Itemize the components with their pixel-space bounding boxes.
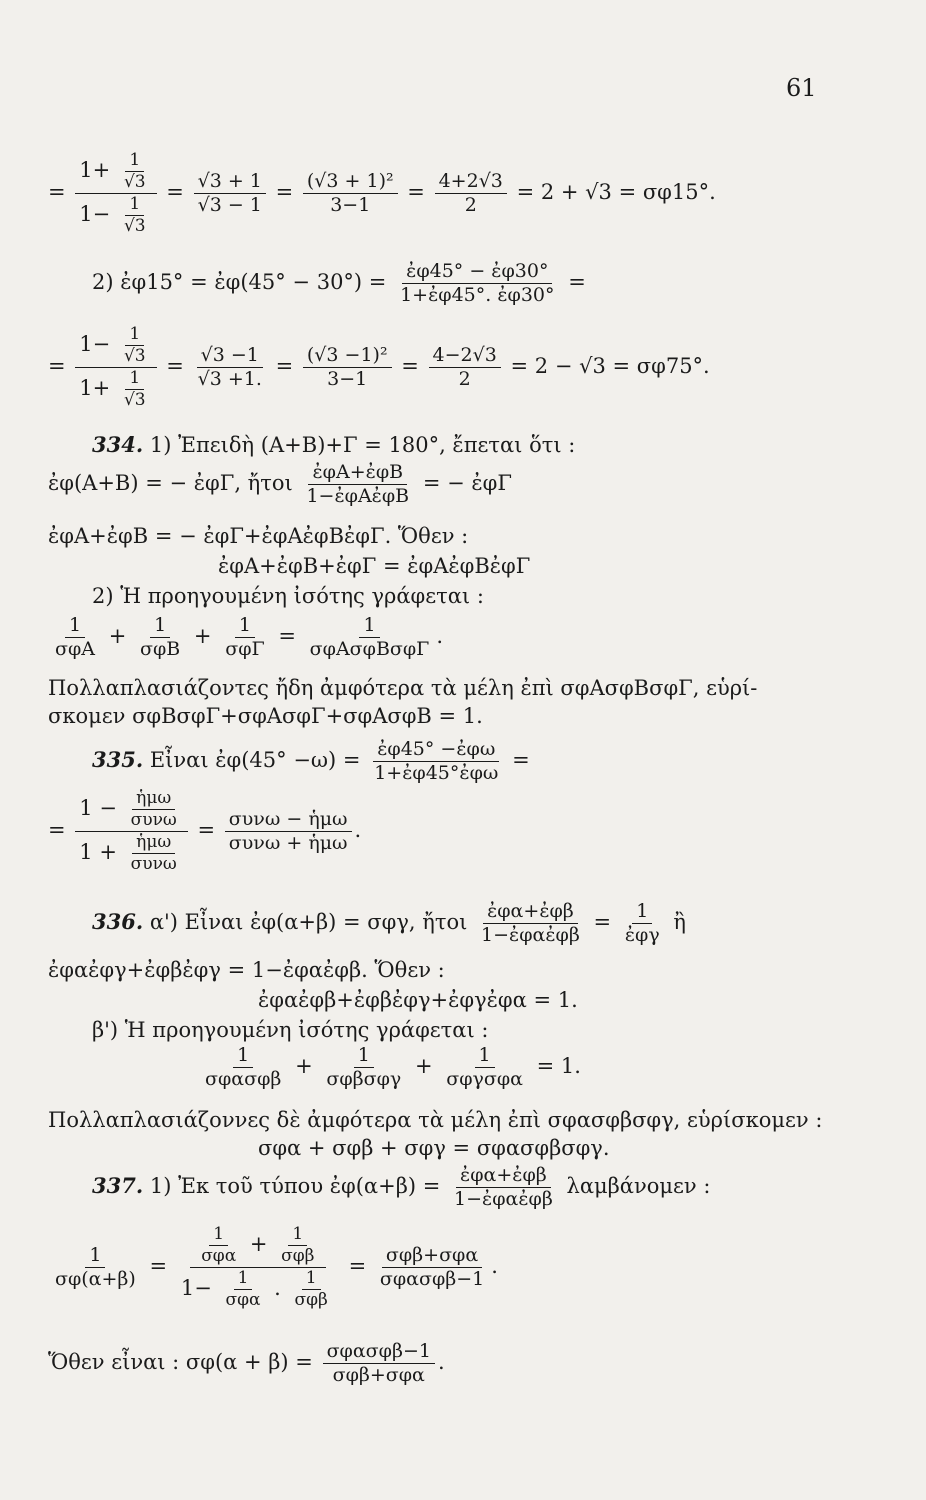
s334-line-6: Πολλαπλασιάζοντες ἤδη ἀμφότερα τὰ μέλη ἐπὶ σφΑσφΒσφΓ, εὑρί-	[48, 676, 758, 700]
fraction: $\frac{\text{ἐφ45° − ἐφ30°}}{\text{1+ἐφ45°. ἐφ30°}}$	[400, 260, 555, 306]
section-336-heading: 336. α') Εἶναι ἐφ(α+β) = σφγ, ἤτοι $\frac{\text{ἐφα+ἐφβ}}{\text{1−ἐφαἐφβ}}$ = $\frac{1}{\text{ἐφγ}}$ ἢ	[92, 900, 686, 946]
fraction: $\frac{\text{ἐφΑ+ἐφΒ}}{\text{1−ἐφΑἐφΒ}}$	[306, 461, 410, 507]
fraction: $\frac{\text{συνω − ἡμω}}{\text{συνω + ἡμω}}$	[225, 810, 352, 853]
fraction: $\frac{√3 + 1}{√3 - 1}$	[194, 172, 266, 215]
section-337-heading: 337. 1) Ἐκ τοῦ τύπου ἐφ(α+β) = $\frac{\text{ἐφα+ἐφβ}}{\text{1−ἐφαἐφβ}}$ λαμβάνομεν :	[92, 1164, 711, 1210]
s337-equation: $\frac{1}{\sigma\varphi(\alpha+\beta)}$ = $\frac{1}{\text{σφα}}$ + $\frac{1}{\text{σφβ}}$ 1− $\frac{1}{\text{σφα}}$ . $\frac{1}{\text{σφβ}}$ = $\frac{\text{σφβ+σφα}}{\text{σφασφβ−1}}$ .	[48, 1226, 498, 1309]
fraction: $\frac{\text{ἐφα+ἐφβ}}{\text{1−ἐφαἐφβ}}$	[481, 900, 580, 946]
page-number: 61	[786, 74, 817, 102]
s336-line-6: Πολλαπλασιάζοννες δὲ ἀμφότερα τὰ μέλη ἐπὶ σφασφβσφγ, εὑρίσκομεν :	[48, 1108, 823, 1132]
s336-line-2: ἐφαἐφγ+ἐφβἐφγ = 1−ἐφαἐφβ. Ὅθεν :	[48, 958, 445, 982]
s336-equation: $\frac{1}{\text{σφασφβ}}$ + $\frac{1}{\text{σφβσφγ}}$ + $\frac{1}{\text{σφγσφα}}$ = 1.	[198, 1046, 581, 1089]
fraction: $\frac{1}{\text{σφΓ}}$	[225, 614, 265, 660]
fraction: $\frac{4+2√3}{2}$	[435, 172, 507, 215]
fraction-compound-2: 1− $\frac{1}{√3}$ 1+ $\frac{1}{√3}$	[75, 326, 156, 409]
fraction: $\frac{1}{\text{ἐφγ}}$	[624, 900, 660, 946]
fraction: $\frac{4-2√3}{2}$	[429, 346, 501, 389]
s336-line-3: ἐφαἐφβ+ἐφβἐφγ+ἐφγἐφα = 1.	[258, 988, 578, 1012]
fraction-compound-3: 1 − $\frac{\text{ἡμω}}{\text{συνω}}$ 1 + $\frac{\text{ἡμω}}{\text{συνω}}$	[75, 790, 187, 873]
section-334-heading: 334. 1) Ἐπειδὴ (Α+Β)+Γ = 180°, ἔπεται ὅτι :	[92, 432, 576, 457]
section-335-heading: 335. Εἶναι ἐφ(45° −ω) = $\frac{\text{ἐφ45° −ἐφω}}{\text{1+ἐφ45°ἐφω}}$ =	[92, 738, 530, 784]
s334-line-7: σκομεν σφΒσφΓ+σφΑσφΓ+σφΑσφΒ = 1.	[48, 704, 483, 728]
fraction-compound-1: 1+ $\frac{1}{√3}$ 1− $\frac{1}{√3}$	[75, 152, 156, 235]
fraction: $\frac{\text{(√3 −1)²}}{3-1}$	[303, 346, 392, 389]
s336-line-7: σφα + σφβ + σφγ = σφασφβσφγ.	[258, 1136, 610, 1160]
fraction: $\frac{\text{σφασφβ−1}}{\text{σφβ+σφα}}$	[323, 1342, 435, 1385]
fraction-compound-4: $\frac{1}{\text{σφα}}$ + $\frac{1}{\text{σφβ}}$ 1− $\frac{1}{\text{σφα}}$ . $\frac{1}{\text{σφβ}}$	[180, 1224, 328, 1310]
s334-line-5: 2) Ἡ προηγουμένη ἰσότης γράφεται :	[92, 584, 484, 608]
s335-equation: = 1 − $\frac{\text{ἡμω}}{\text{συνω}}$ 1 + $\frac{\text{ἡμω}}{\text{συνω}}$ = $\frac{\text{συνω − ἡμω}}{\text{συνω + ἡμω}}$ .	[48, 788, 362, 874]
equation-row-2: 2) ἐφ15° = ἐφ(45° − 30°) = $\frac{\text{ἐφ45° − ἐφ30°}}{\text{1+ἐφ45°. ἐφ30°}}$ =	[92, 260, 586, 306]
fraction: $\frac{1}{\text{σφγσφα}}$	[446, 1044, 523, 1090]
s334-line-4: ἐφΑ+ἐφΒ+ἐφΓ = ἐφΑἐφΒἐφΓ	[218, 554, 531, 578]
s337-final: Ὅθεν εἶναι : σφ(α + β) = $\frac{\text{σφασφβ−1}}{\text{σφβ+σφα}}$ .	[48, 1340, 445, 1386]
fraction: $\frac{1}{\text{σφΒ}}$	[139, 614, 181, 660]
equation-row-1: = 1+ $\frac{1}{√3}$ 1− $\frac{1}{√3}$ = $\frac{√3 + 1}{√3 - 1}$ = $\frac{\text{(√3 + 1)²}}{3-1}$ = $\frac{4+2√3}{2}$ = 2 + √3 = σφ15°.	[48, 150, 716, 236]
s336-line-4: β') Ἡ προηγουμένη ἰσότης γράφεται :	[92, 1018, 489, 1042]
fraction: $\frac{\text{ἐφ45° −ἐφω}}{\text{1+ἐφ45°ἐφω}}$	[374, 738, 499, 784]
fraction: $\frac{\text{ἐφα+ἐφβ}}{\text{1−ἐφαἐφβ}}$	[454, 1164, 553, 1210]
fraction: $\frac{√3 -1}{√3 +1.}$	[197, 344, 262, 390]
fraction: $\frac{1}{\sigma\varphi(\alpha+\beta)}$	[55, 1244, 136, 1290]
fraction: $\frac{\text{(√3 + 1)²}}{3-1}$	[303, 172, 398, 215]
s334-line-3: ἐφΑ+ἐφΒ = − ἐφΓ+ἐφΑἐφΒἐφΓ. Ὅθεν :	[48, 524, 469, 548]
fraction: $\frac{1}{\text{σφασφβ}}$	[205, 1044, 282, 1090]
equation-row-3: = 1− $\frac{1}{√3}$ 1+ $\frac{1}{√3}$ = $\frac{√3 -1}{√3 +1.}$ = $\frac{\text{(√3 −1)²}}{3-1}$ = $\frac{4-2√3}{2}$ = 2 − √3 = σφ75°.	[48, 324, 710, 410]
s334-equation-1: ἐφ(Α+Β) = − ἐφΓ, ἤτοι $\frac{\text{ἐφΑ+ἐφΒ}}{\text{1−ἐφΑἐφΒ}}$ = − ἐφΓ	[48, 461, 512, 507]
fraction: $\frac{1}{\text{σφβσφγ}}$	[326, 1044, 402, 1090]
s334-equation-2: $\frac{1}{\text{σφΑ}}$ + $\frac{1}{\text{σφΒ}}$ + $\frac{1}{\text{σφΓ}}$ = $\frac{1}{\text{σφΑσφΒσφΓ}}$ .	[48, 616, 443, 659]
fraction: $\frac{1}{\text{σφΑ}}$	[55, 614, 95, 660]
fraction: $\frac{\text{σφβ+σφα}}{\text{σφασφβ−1}}$	[379, 1244, 485, 1290]
fraction: $\frac{1}{\text{σφΑσφΒσφΓ}}$	[309, 614, 430, 660]
